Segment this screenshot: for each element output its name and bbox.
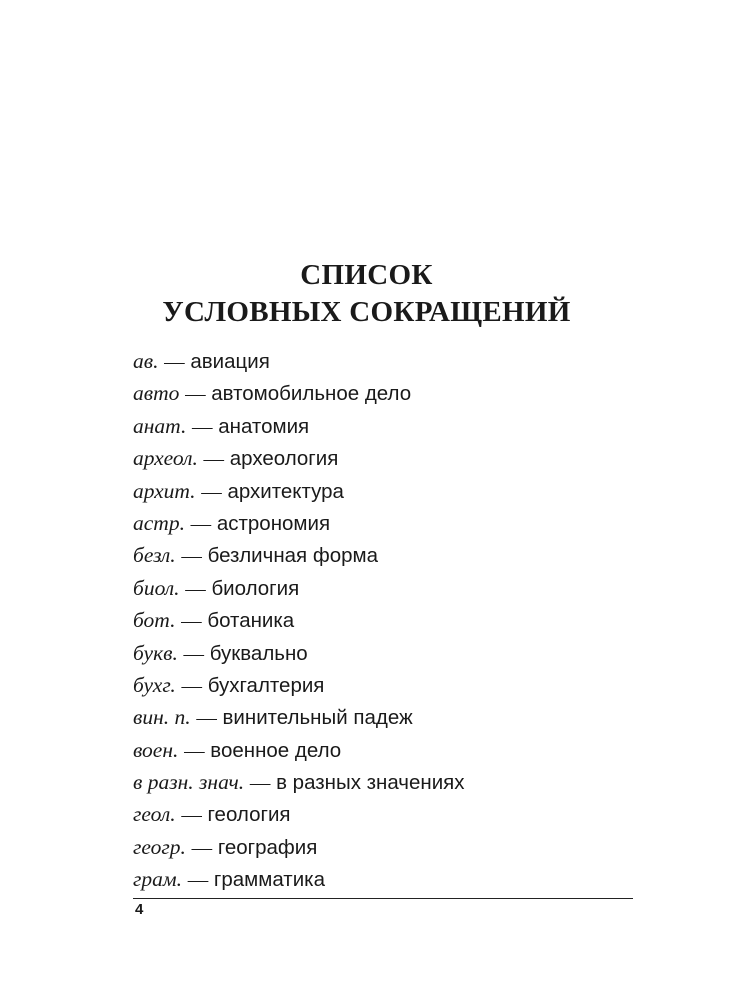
abbreviation: геогр. [133,834,186,859]
separator-dash: — [187,869,209,892]
abbreviation-meaning: анатомия [218,414,310,438]
abbreviation-meaning: архитектура [227,479,344,503]
separator-dash: — [181,610,202,633]
abbreviation: астр. [133,510,185,535]
list-item [133,831,633,863]
abbreviation-list [133,345,633,896]
list-item [133,863,633,895]
abbreviation-meaning: в разных значениях [276,771,465,795]
abbreviation-meaning: ботаника [207,609,295,633]
list-item [133,475,633,507]
abbreviation-meaning: военное дело [210,738,342,762]
separator-dash: — [203,448,225,471]
list-item [133,410,633,442]
list-item [133,734,633,766]
separator-dash: — [184,739,205,762]
separator-dash: — [196,707,217,730]
separator-dash: — [181,804,202,827]
separator-dash: — [185,383,206,406]
list-item [133,798,633,830]
separator-dash: — [192,415,213,438]
abbreviation-meaning: буквально [209,641,308,665]
abbreviation: безл. [133,543,176,568]
list-item [133,701,633,733]
abbreviation-meaning: авиация [190,350,270,373]
abbreviation-meaning: биология [211,576,300,600]
abbreviation: архит. [133,478,196,503]
separator-dash: — [181,674,203,697]
abbreviation: геол. [133,802,176,827]
list-item [133,572,633,604]
list-item [133,442,633,474]
abbreviation: вин. п. [133,705,191,730]
list-item [133,766,633,798]
separator-dash: — [181,545,202,568]
abbreviation: бухг. [133,672,176,697]
page-title-line-1: СПИСОК [300,259,433,291]
list-item [133,539,633,571]
abbreviation-meaning: география [217,835,318,859]
list-item [133,669,633,701]
abbreviation-meaning: бухгалтерия [207,673,325,697]
abbreviation-meaning: археология [229,447,339,471]
abbreviation: грам. [133,867,182,892]
list-item [133,345,633,377]
abbreviation-meaning: геология [207,803,291,827]
abbreviation: археол. [133,446,198,471]
separator-dash: — [183,642,205,665]
abbreviation-meaning: астрономия [216,511,331,535]
footer-divider [133,898,633,899]
abbreviation: ав. [133,349,159,373]
abbreviation: бот. [133,608,176,633]
abbreviation: анат. [133,413,187,438]
abbreviation: биол. [133,575,180,600]
abbreviation: воен. [133,737,179,762]
separator-dash: — [249,772,271,795]
list-item [133,604,633,636]
list-item [133,507,633,539]
abbreviation: авто [133,381,180,406]
separator-dash: — [164,351,185,373]
list-item [133,637,633,669]
separator-dash: — [185,577,206,600]
separator-dash: — [190,512,212,535]
abbreviation-meaning: грамматика [213,868,325,892]
abbreviation: в разн. знач. [133,770,245,795]
separator-dash: — [191,836,213,859]
abbreviation-meaning: винительный падеж [222,706,413,730]
abbreviation-meaning: безличная форма [207,544,378,568]
list-item [133,377,633,409]
separator-dash: — [201,480,222,503]
abbreviation-meaning: автомобильное дело [211,382,412,406]
abbreviation: букв. [133,640,178,665]
page-title-line-2: УСЛОВНЫХ СОКРАЩЕНИЙ [162,296,571,328]
page-number: 4 [135,901,144,918]
